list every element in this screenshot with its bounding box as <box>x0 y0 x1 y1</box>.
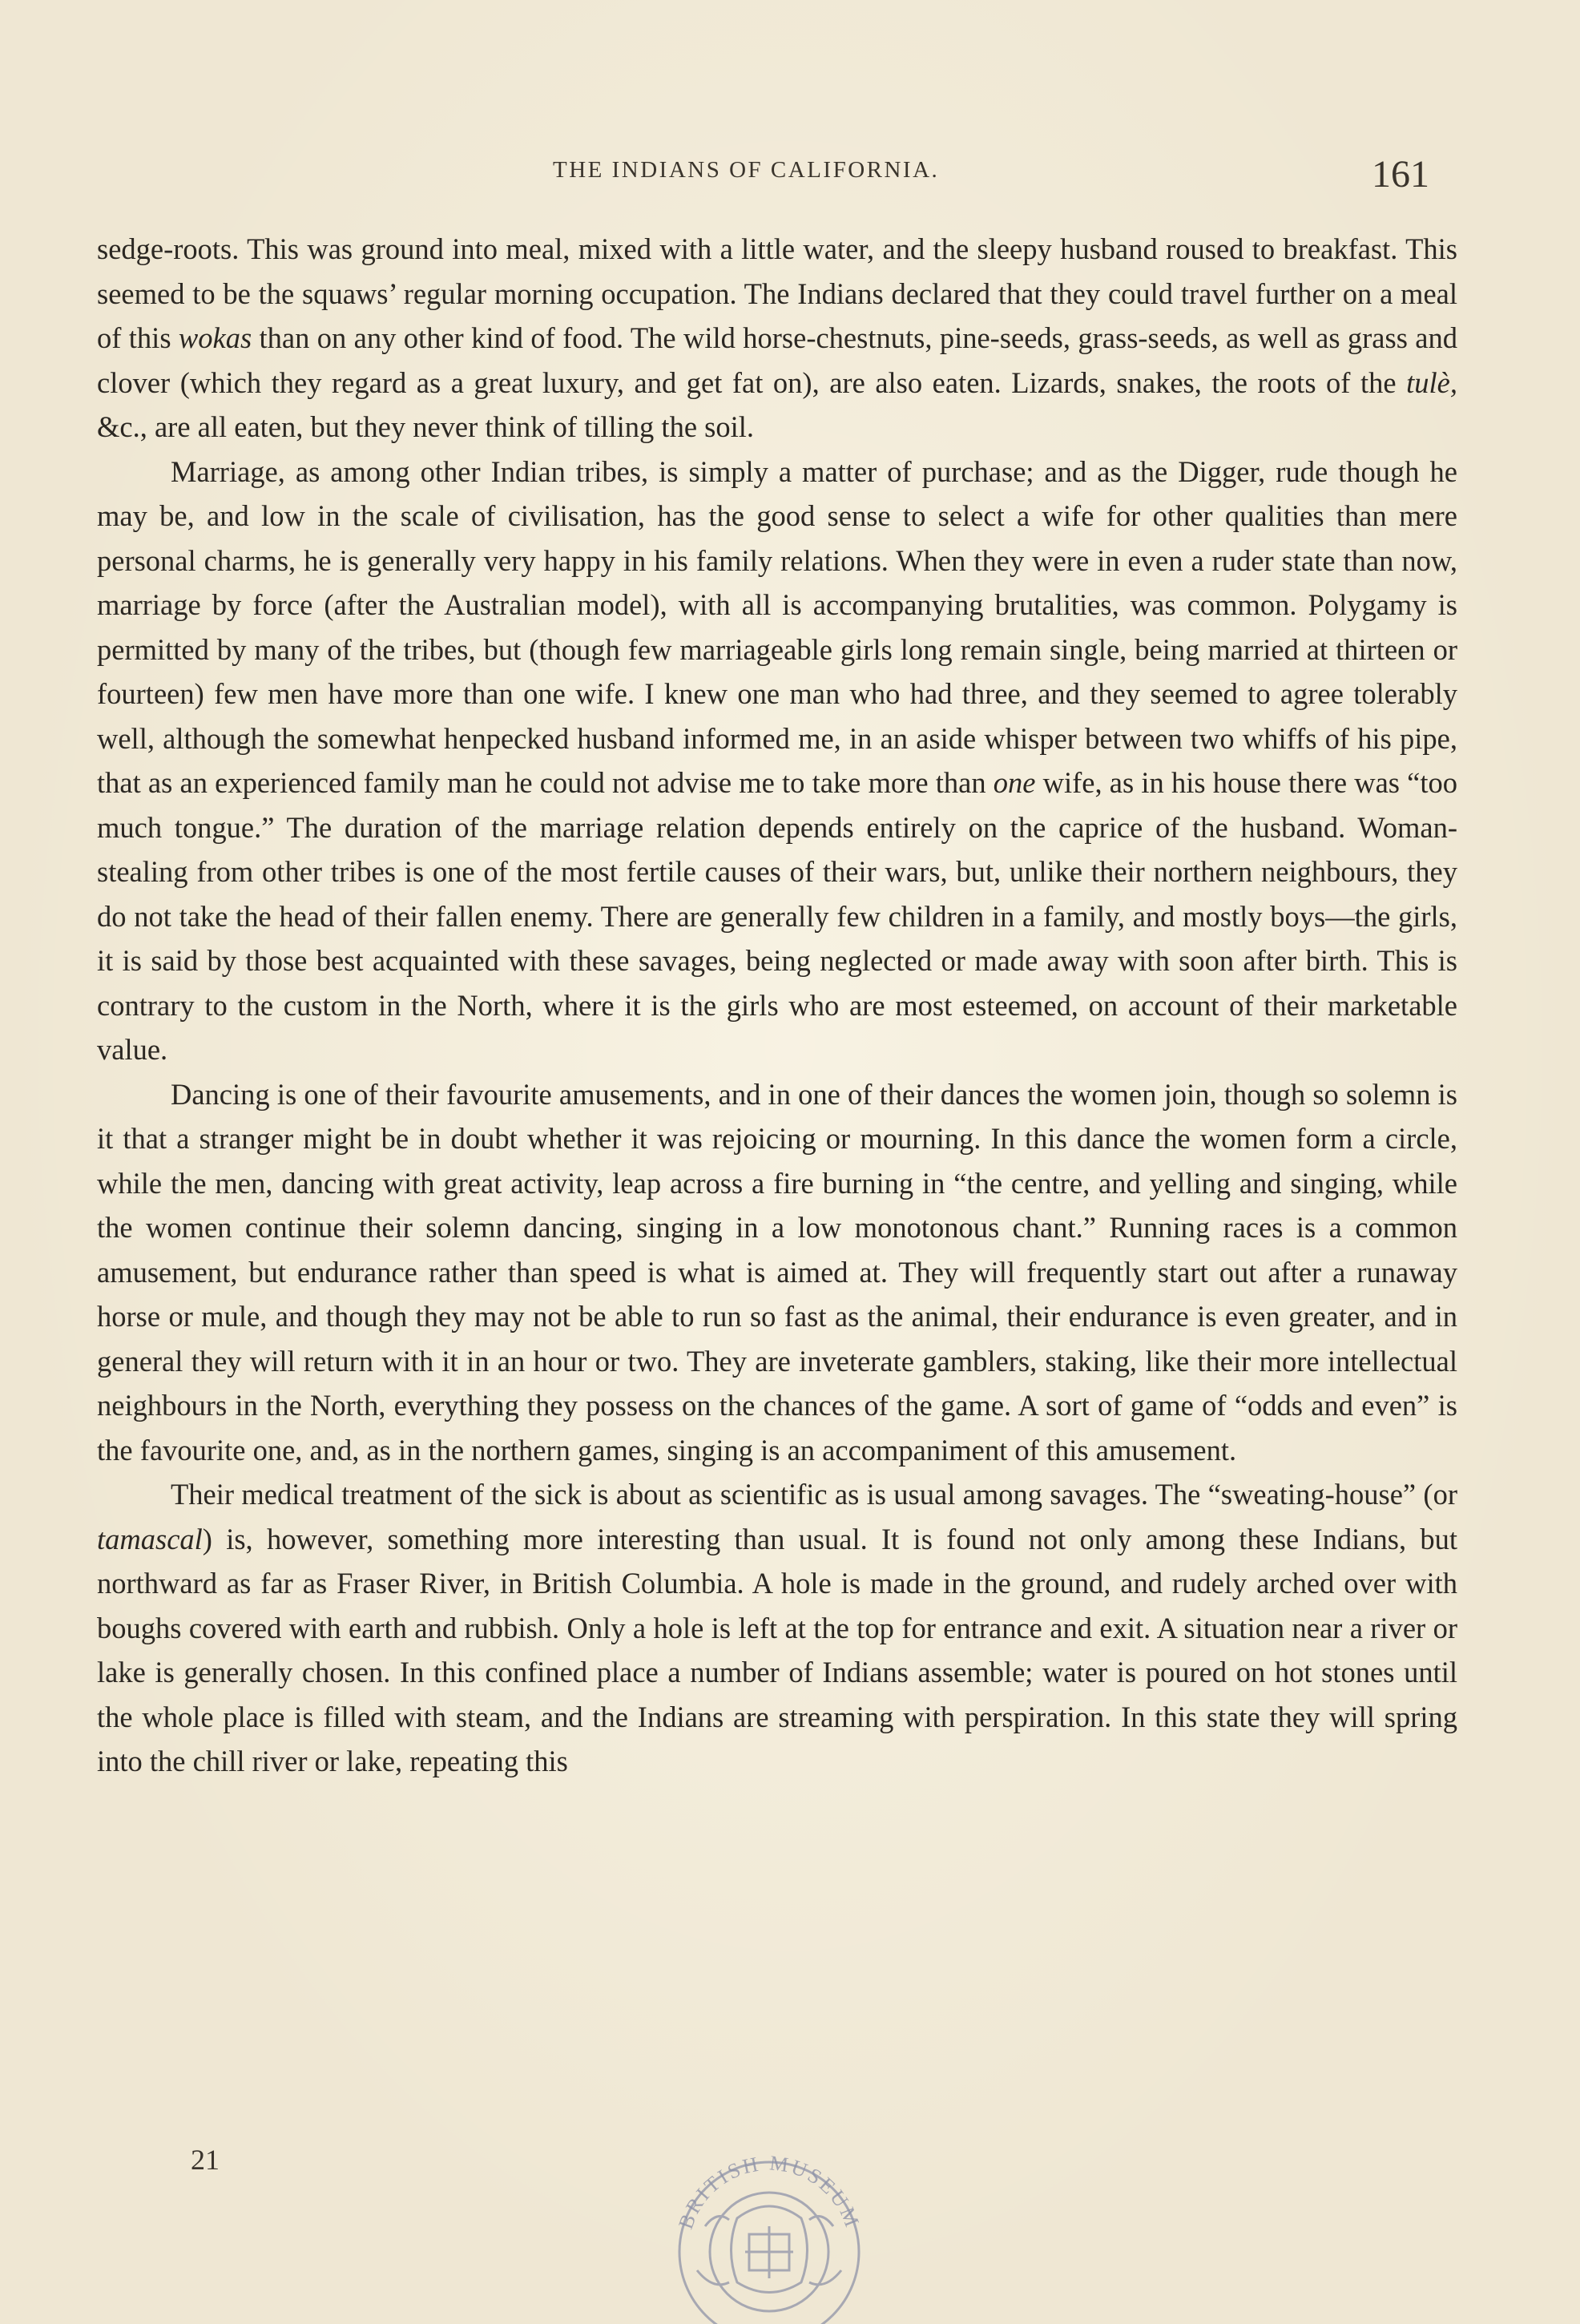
page-number: 161 <box>1372 153 1429 196</box>
italic-term: one <box>993 766 1036 799</box>
italic-term: tamascal <box>97 1522 203 1555</box>
library-stamp-icon <box>649 2130 889 2324</box>
text-run: Marriage, as among other Indian tribes, is simply a matter of purchase; and as the Digger, rude though he may be, and low in the scale of civilisation, has the good sense to select a wife for other qualities than mere personal charms, he is generally very happy in his family relations. When they were in even a ruder state than now, marriage by force (after the Australian model), with all is accompanying brutalities, was common. Polygamy is permitted by many of the tribes, but (though few marriageable girls long remain single, being married at thirteen or fourteen) few men have more than one wife. I knew one man who had three, and they seemed to agree tolerably well, although the somewhat henpecked husband informed me, in an aside whisper between two whiffs of his pipe, that as an experienced family man he could not advise me to take more than <box>97 454 1457 799</box>
body-text <box>97 227 1457 1784</box>
running-title: THE INDIANS OF CALIFORNIA. <box>553 157 940 183</box>
italic-term: tulè, <box>1406 365 1457 399</box>
paragraph <box>97 1072 1457 1473</box>
paragraph <box>97 1472 1457 1784</box>
paragraph <box>97 227 1457 450</box>
paragraph <box>97 450 1457 1072</box>
text-run: sedge-roots. This was ground into meal, mixed with a little water, and the sleepy husband roused to breakfast. This seemed to be the squaws’ regular morning occupation. The Indians declared that they could travel further on a meal of this <box>97 232 1457 354</box>
italic-term: wokas <box>178 321 252 354</box>
text-run: Dancing is one of their favourite amusements, and in one of their dances the women join, though so solemn is it that a stranger might be in doubt whether it was rejoicing or mourning. In this dance the women form a circle, while the men, dancing with great activity, leap across a fire burning in “the centre, and yelling and singing, while the women continue their solemn dancing, singing in a low monotonous chant.” Running races is a common amusement, but endurance rather than speed is what is aimed at. They will frequently start out after a runaway horse or mule, and though they may not be able to run so fast as the animal, their endurance is even greater, and in general they will return with it in an hour or two. They are inveterate gamblers, staking, like their more intellectual neighbours in the North, everything they possess on the chances of the game. A sort of game of “odds and even” is the favourite one, and, as in the northern games, singing is an accompaniment of this amusement. <box>97 1077 1457 1467</box>
text-run: than on any other kind of food. The wild horse-chestnuts, pine-seeds, grass-seeds, as well as grass and clover (which they regard as a great luxury, and get fat on), are also eaten. Lizards, snakes, the roots of the <box>97 321 1457 399</box>
text-run: wife, as in his house there was “too much tongue.” The duration of the marriage relation depends entirely on the caprice of the husband. Woman-stealing from other tribes is one of the most fertile causes of their wars, but, unlike their northern neighbours, they do not take the head of their fallen enemy. There are generally few children in a family, and mostly boys—the girls, it is said by those best acquainted with these savages, being neglected or made away with soon after birth. This is contrary to the custom in the North, where it is the girls who are most esteemed, on account of their marketable value. <box>97 766 1457 1066</box>
signature-mark: 21 <box>191 2144 220 2176</box>
text-run: ) is, however, something more interesting than usual. It is found not only among these Indians, but northward as far as Fraser River, in British Columbia. A hole is made in the ground, and rudely arched over with boughs covered with earth and rubbish. Only a hole is left at the top for entrance and exit. A situation near a river or lake is generally chosen. In this confined place a number of Indians assemble; water is poured on hot stones until the whole place is filled with steam, and the Indians are streaming with perspiration. In this state they will spring into the chill river or lake, repeating this <box>97 1522 1457 1777</box>
text-run: Their medical treatment of the sick is about as scientific as is usual among savages. The “sweating-house” (or <box>171 1478 1457 1511</box>
stamp-text: BRITISH MUSEUM <box>673 2151 865 2233</box>
text-run: &c., are all eaten, but they never think of tilling the soil. <box>97 410 755 443</box>
